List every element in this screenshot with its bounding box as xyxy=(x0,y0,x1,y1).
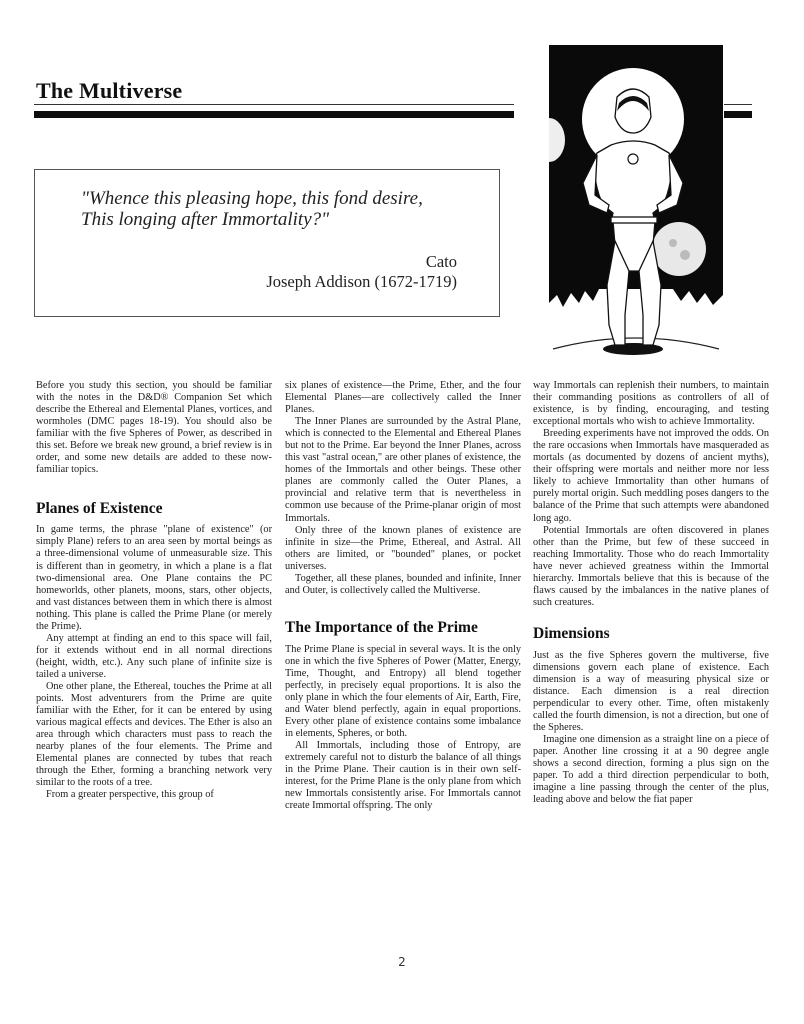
page-number: 2 xyxy=(398,955,406,969)
paragraph: In game terms, the phrase "plane of existence" (or simply Plane) refers to an area seen by mortal beings as a three-dimensional volume of unmeasurable size. This is different than in geometry, in which a plane is a flat two-dimensional area. One Plane contains the PC homeworlds, other planets, moons, stars, other objects, and vast distances between them in which there is almost nothing. This plane is called the Prime Plane (or merely the Prime). xyxy=(36,524,272,632)
section-heading-planes-of-existence: Planes of Existence xyxy=(36,500,163,518)
paragraph: Any attempt at finding an end to this space will fail, for it extends without end in all normal directions (height, width, etc.). Any such plane of infinite size is tailed a universe. xyxy=(36,632,272,680)
paragraph: Potential Immortals are often discovered in planes other than the Prime, but few of these succeed in reaching Immortality. Those who do reach Immortality have never achieved greatness within the Immortal hierarchy. Immortals believe that this is because of the flaws caused by the imbalances in the native planes of such creatures. xyxy=(533,524,769,608)
immortal-figure-illustration xyxy=(549,45,723,365)
paragraph: Only three of the known planes of existence are infinite in size—the Prime, Ethereal, and Astral. All others are limited, or "bounded" planes, or pocket universes. xyxy=(285,524,521,572)
epigraph-line-1: "Whence this pleasing hope, this fond desire, xyxy=(81,188,423,209)
epigraph-box xyxy=(34,169,500,317)
page-title: The Multiverse xyxy=(36,78,183,103)
epigraph-author: Joseph Addison (1672-1719) xyxy=(266,272,457,291)
paragraph: way Immortals can replenish their numbers, to maintain their commanding positions as controllers of all of existence, is by finding, encouraging, and testing exceptional mortals who wish to achieve Immortality. xyxy=(533,380,769,428)
text-column-1 xyxy=(36,380,272,801)
epigraph-quote xyxy=(81,188,423,230)
title-rule-thin-right xyxy=(724,104,752,105)
text-column-3 xyxy=(533,380,769,807)
paragraph: One other plane, the Ethereal, touches the Prime at all points. Most adventurers from the Prime are quite familiar with the Ether, for it can be entered by using various magical effects and devices. The Ether is also an area through which characters must pass to reach the nearby planes of the four elements. The Prime and Elemental planes are connected by tubes that reach through the Ether, forming a branching network very similar to the roots of a tree. xyxy=(36,680,272,789)
paragraph: The Inner Planes are surrounded by the Astral Plane, which is connected to the Elemental and Ethereal Planes but not to the Prime. Ear beyond the Inner Planes, across this vast "astral ocean," are other planes of existence, the homes of the Immortals and other beings. These other planes are commonly called the Outer Planes, a provincial and relative term that is nevertheless in common use because of the Prime-planar origin of most Immortals. xyxy=(285,416,521,524)
illustration-right-moon xyxy=(652,222,706,276)
paragraph: The Prime Plane is special in several ways. It is the only one in which the five Spheres of Power (Matter, Energy, Time, Thought, and Entropy) all blend together perfectly, in precisely equal proportions. It is also the only plane in which the four elements of Air, Earth, Fire, and Water blend perfectly, again in equal proportions. Every other plane of existence contains some imbalance in elements, Spheres, or both. xyxy=(285,643,521,740)
paragraph: All Immortals, including those of Entropy, are extremely careful not to disturb the balance of all things in the Prime Plane. Their caution is in their own self-interest, for the Prime Plane is the only plane from which new Immortals consistently arise. For Immortals cannot create Immortal offspring. The only xyxy=(285,740,521,812)
title-rule-thin xyxy=(34,104,514,105)
paragraph: Just as the five Spheres govern the multiverse, five dimensions govern each plane of existence. Each dimension is a way of measuring physical size or distance. Each dimension is a real direction perpendicular to every other. Time, often mistakenly called the fourth dimension, is not a direction, but one of the Spheres. xyxy=(533,649,769,734)
paragraph: Imagine one dimension as a straight line on a piece of paper. Another line crossing it at a 90 degree angle shows a second direction, forming a plus sign on the paper. To add a third direction perpendicular to both, imagine a line passing through the center of the plus, leading above and below the fiat paper xyxy=(533,734,769,806)
paragraph: Breeding experiments have not improved the odds. On the rare occasions when Immortals have masqueraded as mortals (as documented by dozens of ancient myths), their offspring were mortals and neither more nor less likely to achieve Immortality than other humans of purely mortal origin. Such meddling poses dangers to the balance of the Prime that such attempts were abandoned long ago. xyxy=(533,428,769,524)
section-heading-dimensions: Dimensions xyxy=(533,624,610,642)
paragraph: six planes of existence—the Prime, Ether, and the four Elemental Planes—are collectively called the Inner Planes. xyxy=(285,380,521,416)
paragraph: Together, all these planes, bounded and infinite, Inner and Outer, is collectively called the Multiverse. xyxy=(285,572,521,596)
title-rule-thick-right xyxy=(724,111,752,118)
text-column-2 xyxy=(285,380,521,813)
section-heading-importance-of-the-prime: The Importance of the Prime xyxy=(285,618,478,636)
paragraph: Before you study this section, you should be familiar with the notes in the D&D® Companion Set which describe the Ethereal and Elemental Planes, vortices, and wormholes (DMC pages 18-19). You should also be familiar with the five Spheres of Power, as described in this set. Before we break new ground, a brief review is in order, and some new details are added to these now-familiar topics. xyxy=(36,380,272,476)
illustration-amulet xyxy=(628,154,638,164)
paragraph: From a greater perspective, this group of xyxy=(46,789,214,801)
epigraph-attribution xyxy=(266,252,457,292)
epigraph-source: Cato xyxy=(425,252,457,271)
title-rule-thick xyxy=(34,111,514,118)
epigraph-line-2: This longing after Immortality?" xyxy=(81,209,330,230)
